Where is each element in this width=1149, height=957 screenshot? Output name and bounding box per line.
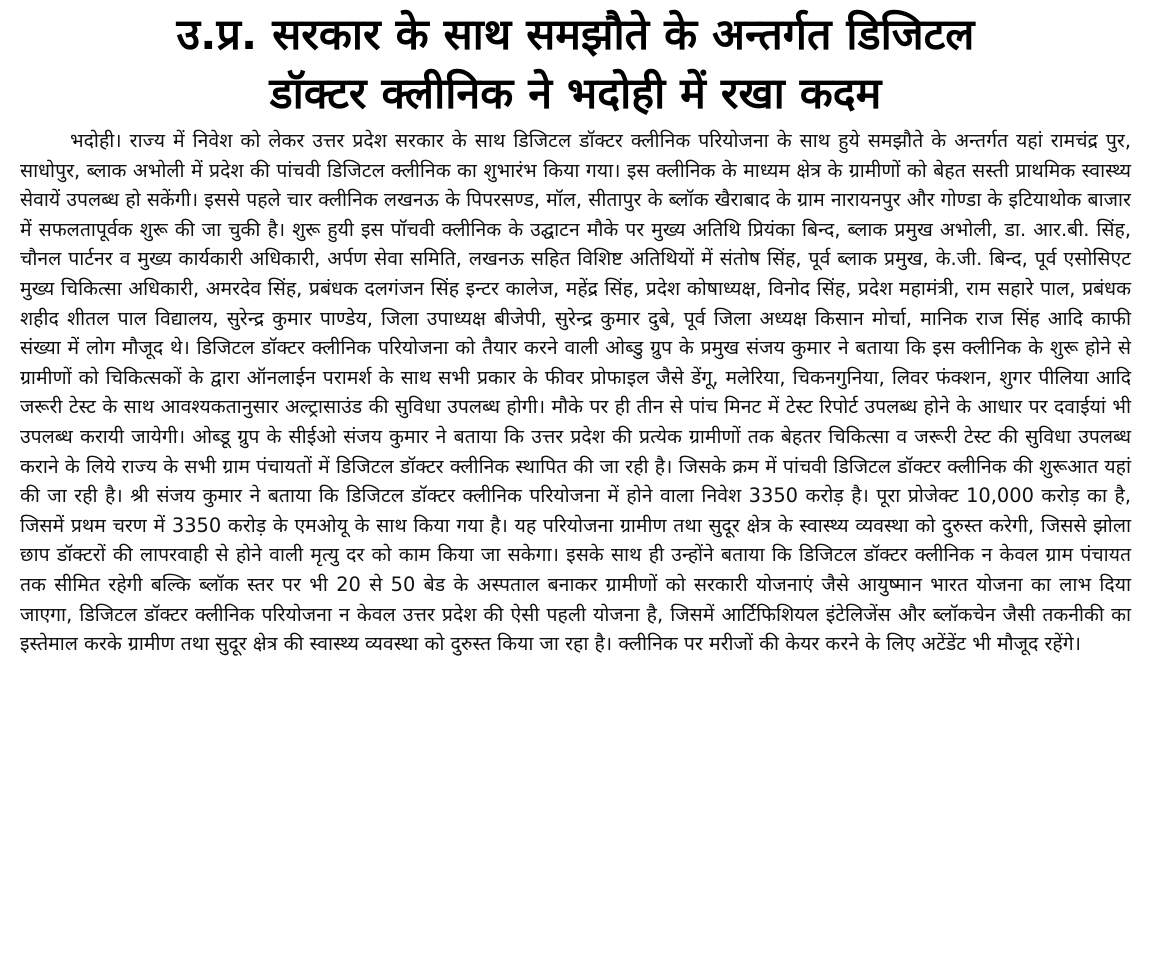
article-headline xyxy=(20,6,1131,124)
headline-line-2: डॉक्टर क्लीनिक ने भदोही में रखा कदम xyxy=(269,69,882,119)
article-body: भदोही। राज्य में निवेश को लेकर उत्तर प्रदेश सरकार के साथ डिजिटल डॉक्टर क्लीनिक परियोजना के साथ हुये समझौते के अन्तर्गत यहां रामचंद्र पुर, साधोपुर, ब्लाक अभोली में प्रदेश की पांचवी डिजिटल क्लीनिक का शुभारंभ किया गया। इस क्लीनिक के माध्यम क्षेत्र के ग्रामीणों को बेहत सस्ती प्राथमिक स्वास्थ्य सेवायें उपलब्ध हो सकेंगी। इससे पहले चार क्लीनिक लखनऊ के पिपरसण्ड, मॉल, सीतापुर के ब्लॉक खैराबाद के ग्राम नारायनपुर और गोण्डा के इटियाथोक बाजार में सफलतापूर्वक शुरू की जा चुकी है। शुरू हुयी इस पॉचवी क्लीनिक के उद्घाटन मौके पर मुख्य अतिथि प्रियंका बिन्द, ब्लाक प्रमुख अभोली, डा. आर.बी. सिंह, चौनल पार्टनर व मुख्य कार्यकारी अधिकारी, अर्पण सेवा समिति, लखनऊ सहित विशिष्ट अतिथियों में संतोष सिंह, पूर्व ब्लाक प्रमुख, के.जी. बिन्द, पूर्व एसोसिएट मुख्य चिकित्सा अधिकारी, अमरदेव सिंह, प्रबंधक दलगंजन सिंह इन्टर कालेज, महेंद्र सिंह, प्रदेश कोषाध्यक्ष, विनोद सिंह, प्रदेश महामंत्री, राम सहारे पाल, प्रबंधक शहीद शीतल पाल विद्यालय, सुरेन्द्र कुमार पाण्डेय, जिला उपाध्यक्ष बीजेपी, सुरेन्द्र कुमार दुबे, पूर्व जिला अध्यक्ष किसान मोर्चा, मानिक राज सिंह आदि काफी संख्या में लोग मौजूद थे। डिजिटल डॉक्टर क्लीनिक परियोजना को तैयार करने वाली ओब्डु ग्रुप के प्रमुख संजय कुमार ने बताया कि इस क्लीनिक के शुरू होने से ग्रामीणों को चिकित्सकों के द्वारा ऑनलाईन परामर्श के साथ सभी प्रकार के फीवर प्रोफाइल जैसे डेंगू, मलेरिया, चिकनगुनिया, लिवर फंक्शन, शुगर पीलिया आदि जरूरी टेस्ट के साथ आवश्यकतानुसार अल्ट्रासाउंड की सुविधा उपलब्ध होगी। मौके पर ही तीन से पांच मिनट में टेस्ट रिपोर्ट उपलब्ध होने के आधार पर दवाईयां भी उपलब्ध करायी जायेगी। ओब्डू ग्रुप के सीईओ संजय कुमार ने बताया कि उत्तर प्रदेश की प्रत्येक ग्रामीणों तक बेहतर चिकित्सा व जरूरी टेस्ट की सुविधा उपलब्ध कराने के लिये राज्य के सभी ग्राम पंचायतों में डिजिटल डॉक्टर क्लीनिक स्थापित की जा रही है। जिसके क्रम में पांचवी डिजिटल डॉक्टर क्लीनिक की शुरूआत यहां की जा रही है। श्री संजय कुमार ने बताया कि डिजिटल डॉक्टर क्लीनिक परियोजना में होने वाला निवेश 3350 करोड़ है। पूरा प्रोजेक्ट 10,000 करोड़ का है, जिसमें प्रथम चरण में 3350 करोड़ के एमओयू के साथ किया गया है। यह परियोजना ग्रामीण तथा सुदूर क्षेत्र के स्वास्थ्य व्यवस्था को दुरुस्त करेगी, जिससे झोला छाप डॉक्टरों की लापरवाही से होने वाली मृत्यु दर को काम किया जा सकेगा। इसके साथ ही उन्होंने बताया कि डिजिटल डॉक्टर क्लीनिक न केवल ग्राम पंचायत तक सीमित रहेगी बल्कि ब्लॉक स्तर पर भी 20 से 50 बेड के अस्पताल बनाकर ग्रामीणों को सरकारी योजनाएं जैसे आयुष्मान भारत योजना का लाभ दिया जाएगा, डिजिटल डॉक्टर क्लीनिक परियोजना न केवल उत्तर प्रदेश की ऐसी पहली योजना है, जिसमें आर्टिफिशियल इंटेलिजेंस और ब्लॉकचेन जैसी तकनीकी का इस्तेमाल करके ग्रामीण तथा सुदूर क्षेत्र की स्वास्थ्य व्यवस्था को दुरुस्त किया जा रहा है। क्लीनिक पर मरीजों की केयर करने के लिए अटेंडेंट भी मौजूद रहेंगे। xyxy=(20,129,1131,656)
headline-line-1: उ.प्र. सरकार के साथ समझौते के अन्तर्गत डिजिटल xyxy=(176,10,975,60)
